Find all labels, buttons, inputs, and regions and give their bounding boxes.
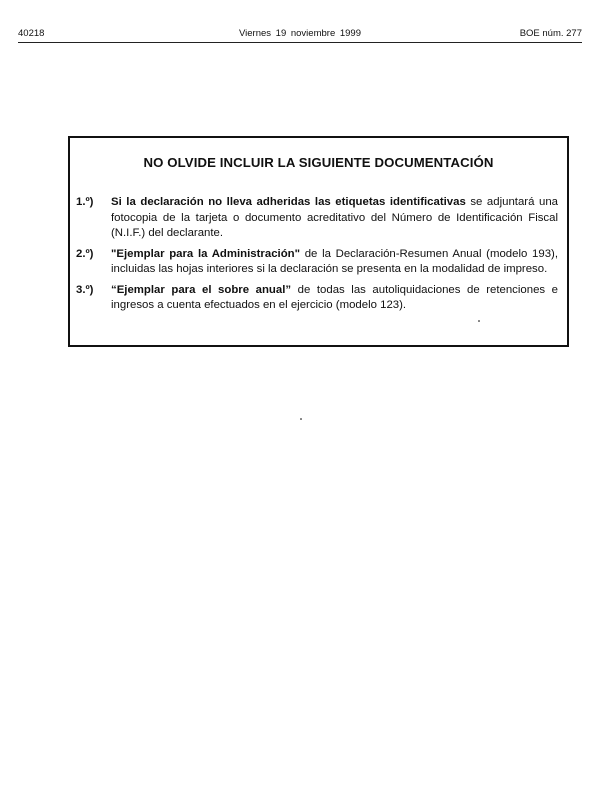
list-item	[76, 283, 558, 314]
item-body-text: de la Declaración-Resumen Anual (modelo 193), incluidas las hojas interiores si la declaración se presenta en la modalidad de impreso.	[111, 247, 558, 275]
page-number: 40218	[18, 28, 45, 39]
list-item	[76, 247, 558, 278]
item-lead-text: "Ejemplar para la Administración"	[111, 247, 301, 260]
item-lead-text: Si la declaración no lleva adheridas las etiquetas identificativas	[111, 196, 466, 208]
scan-speck	[478, 320, 480, 322]
list-item	[76, 195, 558, 242]
notice-box	[68, 136, 569, 347]
item-number: 3.º)	[76, 283, 94, 296]
page-header	[18, 27, 582, 41]
scan-speck	[300, 418, 302, 420]
item-lead-text: “Ejemplar para el sobre anual”	[111, 283, 292, 296]
item-number: 1.º)	[76, 196, 94, 208]
publication-date: Viernes 19 noviembre 1999	[238, 28, 361, 39]
documentation-list	[76, 195, 558, 319]
item-number: 2.º)	[76, 247, 94, 260]
notice-title: NO OLVIDE INCLUIR LA SIGUIENTE DOCUMENTACIÓN	[143, 155, 494, 170]
header-rule	[18, 42, 582, 43]
item-body-text: de todas las autoliquidaciones de retenciones e ingresos a cuenta efectuados en el ejercicio (modelo 123).	[111, 283, 559, 311]
issue-number: BOE núm. 277	[519, 28, 582, 39]
item-body-text: se adjuntará una fotocopia de la tarjeta o documento acreditativo del Número de Identificación Fiscal (N.I.F.) del declarante.	[111, 196, 558, 239]
